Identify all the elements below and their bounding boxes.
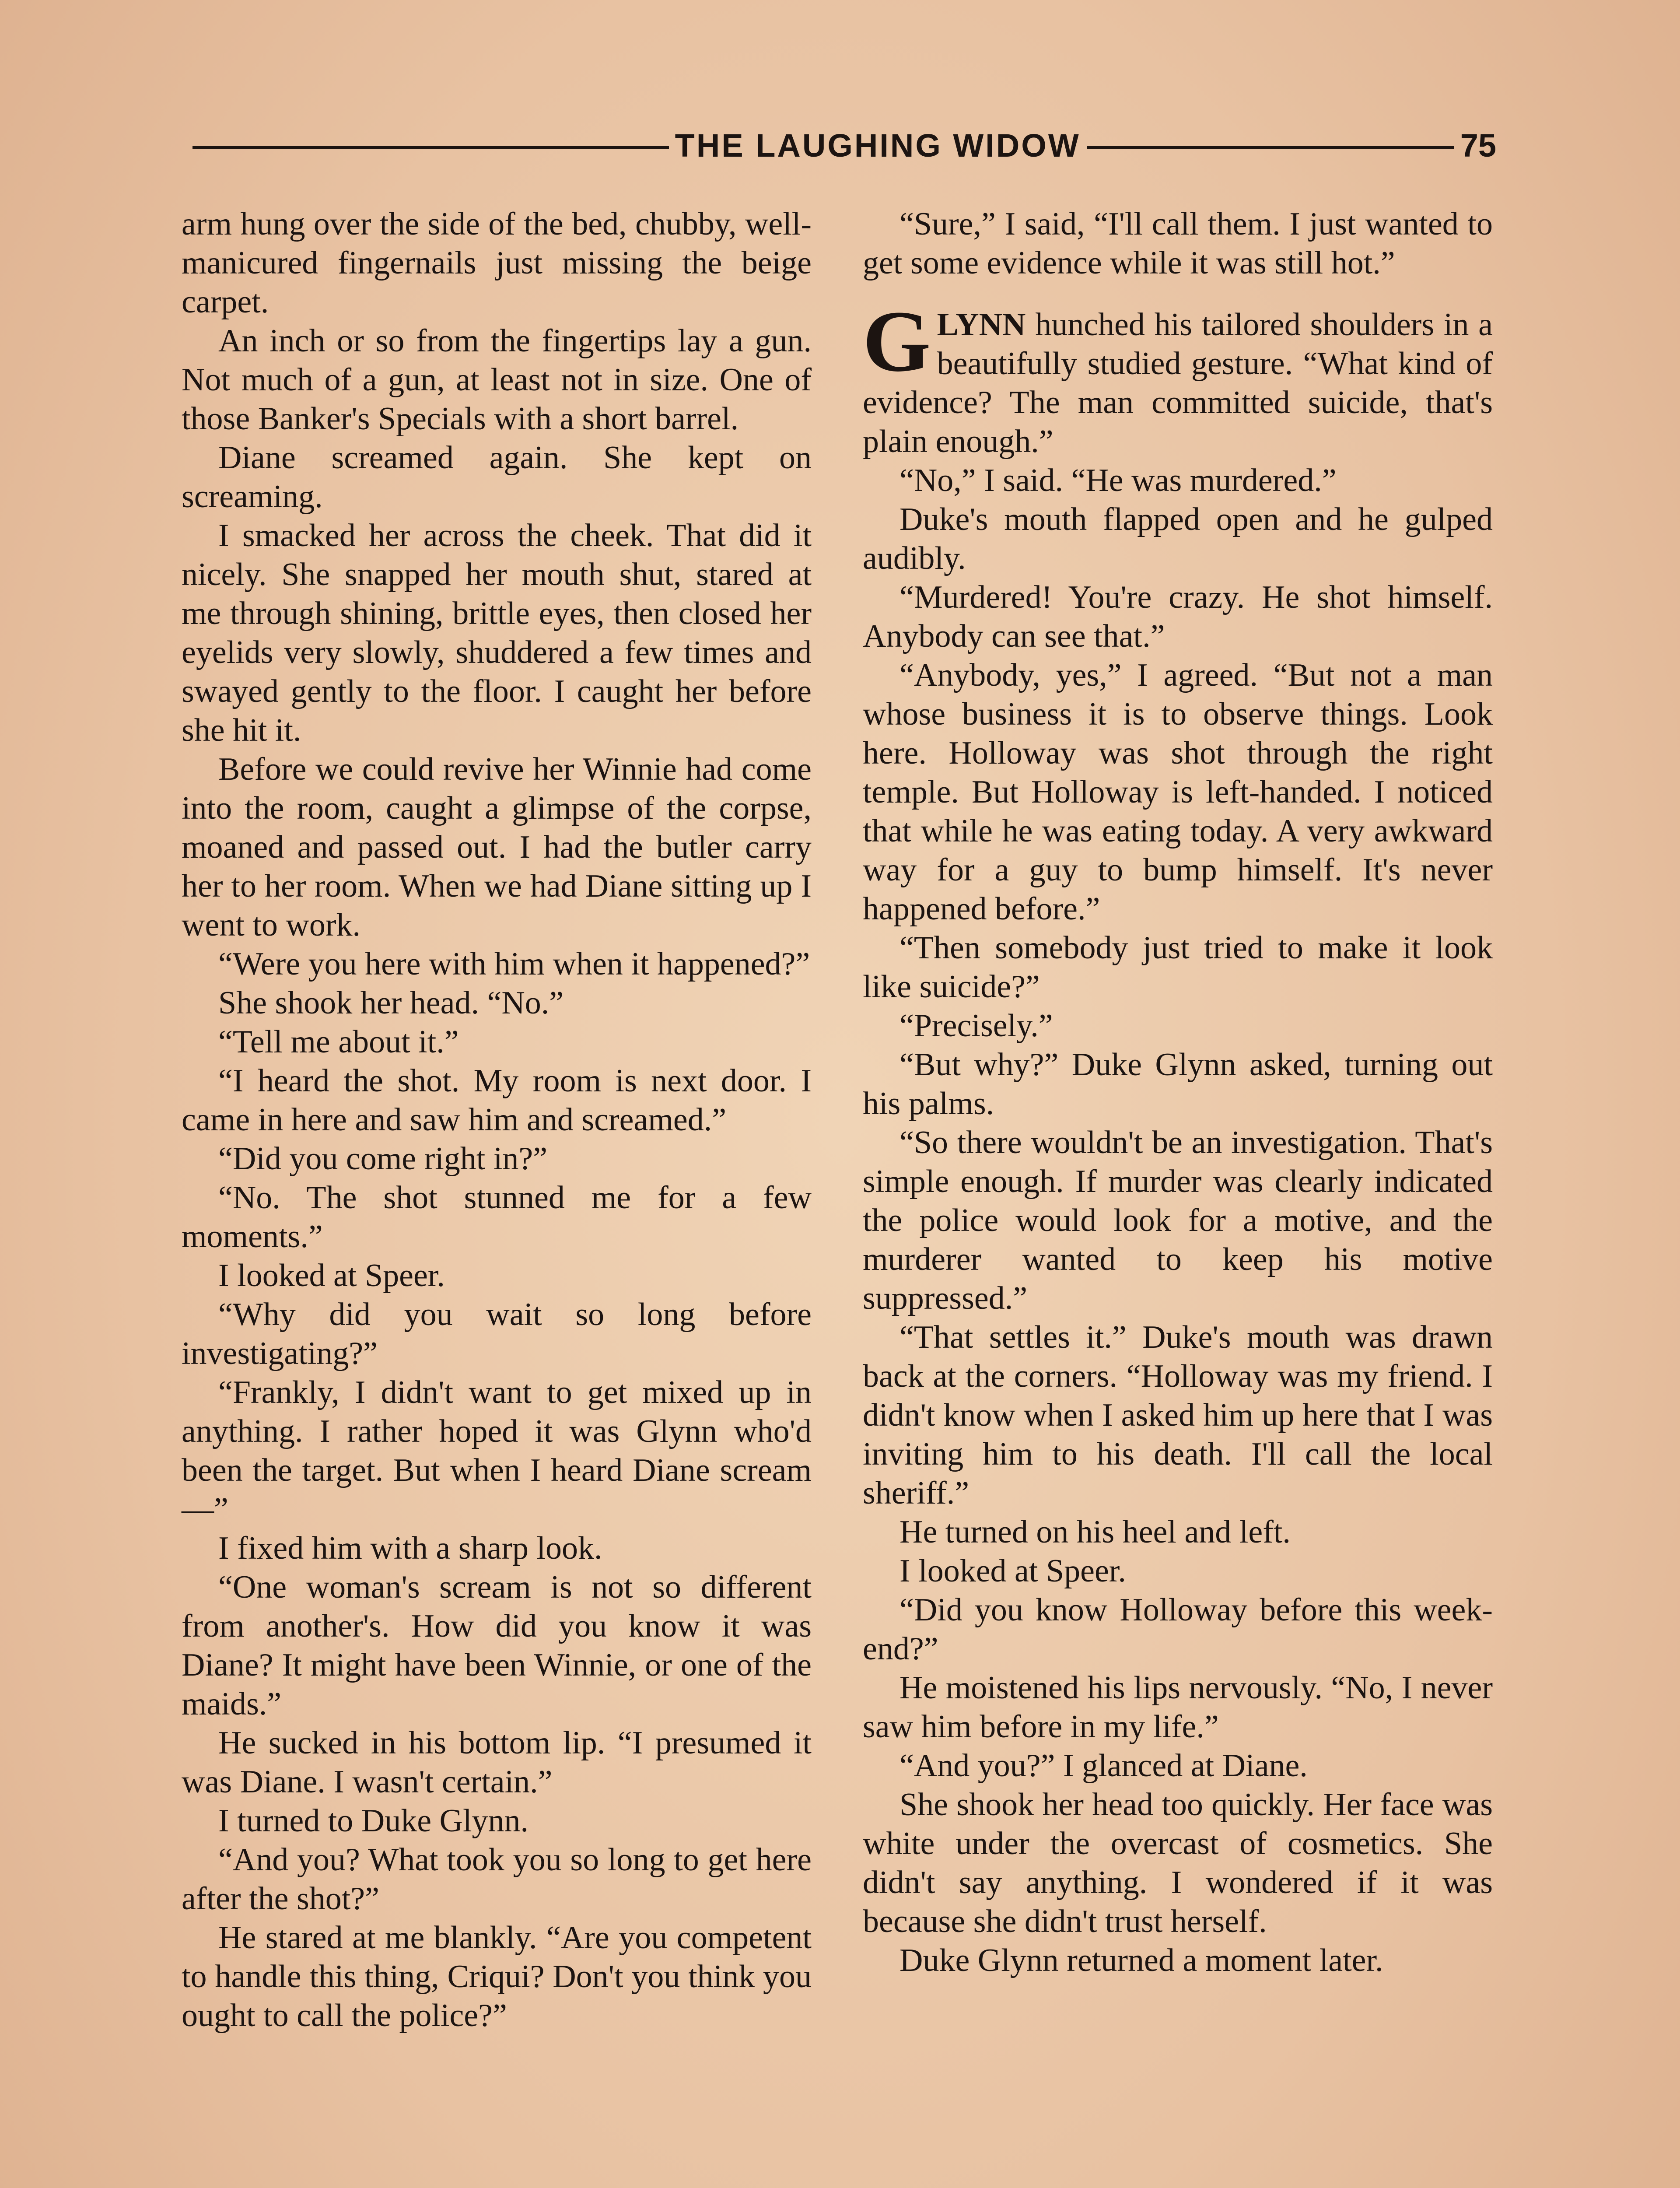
paragraph: “Did you know Holloway before this week-end?” (863, 1592, 1493, 1667)
header-rule-left (192, 146, 669, 149)
paragraph: “And you? What took you so long to get here after the shot?” (182, 1842, 812, 1917)
paragraph: “That settles it.” Duke's mouth was drawn back at the corners. “Holloway was my friend. I didn't know when I asked him up here that I was inviting him to his death. I'll call the local sheriff.” (863, 1319, 1493, 1511)
section-lead-word: LYNN (937, 307, 1026, 343)
paragraph: She shook her head. “No.” (218, 985, 564, 1021)
paragraph: He sucked in his bottom lip. “I presumed it was Diane. I wasn't certain.” (182, 1725, 812, 1800)
paragraph: Diane screamed again. She kept on screaming. (182, 440, 812, 515)
paragraph: “Sure,” I said, “I'll call them. I just wanted to get some evidence while it was still hot.” (863, 206, 1493, 281)
paragraph: “No. The shot stunned me for a few moments.” (182, 1180, 812, 1255)
paragraph: An inch or so from the fingertips lay a gun. Not much of a gun, at least not in size. One of those Banker's Specials with a short barrel. (182, 323, 812, 437)
paragraph: “Why did you wait so long before investigating?” (182, 1297, 812, 1371)
paragraph: “And you?” I glanced at Diane. (900, 1748, 1308, 1784)
paragraph: I smacked her across the cheek. That did it nicely. She snapped her mouth shut, stared at me through shining, brittle eyes, then closed her eyelids very slowly, shuddered a few times and swayed gently to the floor. I caught her before she hit it. (182, 518, 812, 748)
drop-cap: G (863, 293, 931, 390)
paragraph: “Then somebody just tried to make it look like suicide?” (863, 930, 1493, 1005)
paragraph: “Frankly, I didn't want to get mixed up in anything. I rather hoped it was Glynn who'd been the target. But when I heard Diane scream—” (182, 1375, 812, 1527)
section-lead-text: hunched his tailored shoulders in a beautifully studied gesture. “What kind of evidence? The man committed suicide, that's plain enough.” (863, 307, 1493, 459)
paragraph: “One woman's scream is not so different from another's. How did you know it was Diane? It might have been Winnie, or one of the maids.” (182, 1569, 812, 1722)
paragraph: “Murdered! You're crazy. He shot himself. Anybody can see that.” (863, 579, 1493, 654)
paragraph: “Tell me about it.” (218, 1024, 459, 1060)
paragraph: I turned to Duke Glynn. (218, 1803, 529, 1839)
section-opening-paragraph (863, 293, 1493, 461)
paragraph: I fixed him with a sharp look. (218, 1530, 602, 1566)
story-title: THE LAUGHING WIDOW (675, 127, 1081, 164)
running-head (192, 123, 1496, 167)
paragraph: “But why?” Duke Glynn asked, turning out his palms. (863, 1047, 1493, 1122)
paragraph: “No,” I said. “He was murdered.” (900, 463, 1337, 498)
paragraph: “I heard the shot. My room is next door. I came in here and saw him and screamed.” (182, 1063, 812, 1138)
paragraph: “So there wouldn't be an investigation. That's simple enough. If murder was clearly indicated the police would look for a motive, and the murderer wanted to keep his motive suppressed.” (863, 1125, 1493, 1316)
paragraph: “Precisely.” (900, 1008, 1053, 1044)
paragraph: I looked at Speer. (218, 1258, 445, 1294)
paragraph: “Were you here with him when it happened?” (218, 946, 810, 982)
paragraph: Duke's mouth flapped open and he gulped audibly. (863, 501, 1493, 576)
header-rule-right (1087, 146, 1454, 149)
paragraph: She shook her head too quickly. Her face was white under the overcast of cosmetics. She didn't say anything. I wondered if it was because she didn't trust herself. (863, 1787, 1493, 1939)
left-column (182, 205, 812, 2035)
paragraph: “Anybody, yes,” I agreed. “But not a man whose business it is to observe things. Look here. Holloway was shot through the right temple. But Holloway is left-handed. I noticed that while he was eating today. A very awkward way for a guy to bump himself. It's never happened before.” (863, 657, 1493, 927)
paragraph: He turned on his heel and left. (900, 1514, 1291, 1550)
paragraph: arm hung over the side of the bed, chubby, well-manicured fingernails just missing the beige carpet. (182, 206, 812, 320)
page-number: 75 (1460, 127, 1496, 164)
paragraph: I looked at Speer. (900, 1553, 1126, 1589)
paragraph: He stared at me blankly. “Are you competent to handle this thing, Criqui? Don't you think you ought to call the police?” (182, 1920, 812, 2034)
paragraph: “Did you come right in?” (218, 1141, 548, 1177)
paragraph: Duke Glynn returned a moment later. (900, 1943, 1383, 1978)
right-column (863, 205, 1493, 1980)
paragraph: Before we could revive her Winnie had come into the room, caught a glimpse of the corpse, moaned and passed out. I had the butler carry her to her room. When we had Diane sitting up I went to work. (182, 751, 812, 943)
paragraph: He moistened his lips nervously. “No, I never saw him before in my life.” (863, 1670, 1493, 1745)
